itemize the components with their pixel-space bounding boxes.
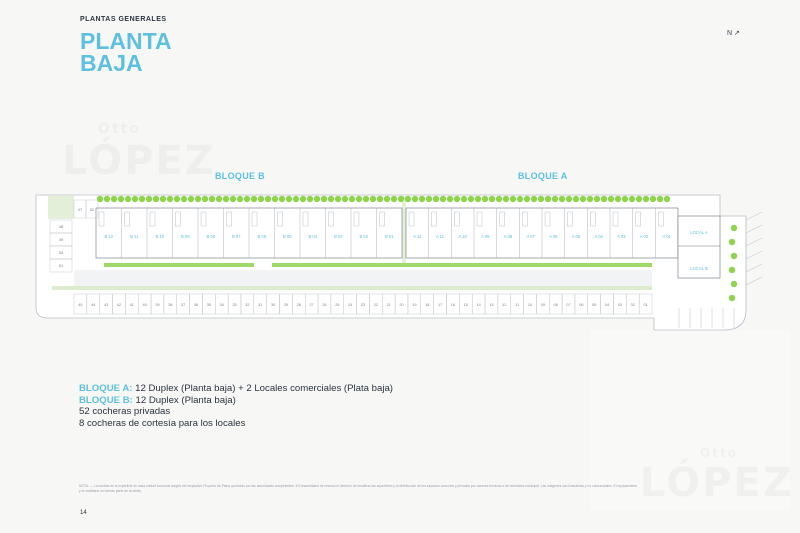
tree <box>153 196 159 202</box>
courtesy-space-line <box>746 264 762 272</box>
tree <box>342 196 348 202</box>
tree <box>468 196 474 202</box>
tree <box>118 196 124 202</box>
tree <box>552 196 558 202</box>
watermark-small <box>98 121 141 137</box>
block-a-label: BLOQUE A <box>518 171 568 181</box>
tree-side <box>729 239 735 245</box>
tree <box>258 196 264 202</box>
tree <box>111 196 117 202</box>
courtesy-space-line <box>746 251 762 259</box>
watermark-large <box>62 138 216 184</box>
parking-label-52: 52 <box>89 207 95 212</box>
tree <box>650 196 656 202</box>
parking-label-25: 25 <box>335 303 340 307</box>
tree <box>384 196 390 202</box>
legend-block-b-label: BLOQUE B: <box>79 394 133 406</box>
parking-label-09: 09 <box>540 303 545 307</box>
tree <box>125 196 131 202</box>
unit-label-b12: B 12 <box>104 234 114 239</box>
tree <box>580 196 586 202</box>
parking-label-18: 18 <box>425 303 430 307</box>
unit-label-a04: A 04 <box>594 234 603 239</box>
tree <box>545 196 551 202</box>
tree <box>223 196 229 202</box>
tree <box>664 196 670 202</box>
courtesy-space-line <box>746 225 762 233</box>
parking-label-10: 10 <box>527 303 533 307</box>
tree <box>265 196 271 202</box>
tree <box>307 196 313 202</box>
tree <box>97 196 103 202</box>
courtesy-space-line <box>746 212 762 220</box>
tree <box>629 196 635 202</box>
parking-label-42: 42 <box>116 303 122 307</box>
parking-label-04: 04 <box>604 303 610 307</box>
tree <box>538 196 544 202</box>
parking-label-14: 14 <box>476 303 481 307</box>
tree <box>643 196 649 202</box>
title-line-1: PLANTA <box>80 28 172 54</box>
unit-label-b02: B 02 <box>359 234 369 239</box>
tree-side <box>729 267 735 273</box>
tree <box>209 196 215 202</box>
parking-label-31: 31 <box>258 303 263 307</box>
tree <box>300 196 306 202</box>
parking-label-30: 30 <box>270 303 276 307</box>
unit-label-b08: B 08 <box>206 234 216 239</box>
legend-line-1 <box>79 383 393 395</box>
tree <box>202 196 208 202</box>
parking-label-45: 45 <box>78 303 83 307</box>
floor-plan <box>34 190 772 340</box>
tree <box>104 196 110 202</box>
parking-label-36: 36 <box>193 303 199 307</box>
tree <box>440 196 446 202</box>
unit-label-b10: B 10 <box>155 234 165 239</box>
unit-label-a11: A 11 <box>435 234 445 239</box>
unit-label-a05: A 05 <box>571 234 581 239</box>
tree <box>188 196 194 202</box>
tree <box>433 196 439 202</box>
parking-label-44: 44 <box>91 303 96 307</box>
unit-label-a03: A 03 <box>617 234 626 239</box>
unit-label-a08: A 08 <box>503 234 513 239</box>
tree <box>601 196 607 202</box>
tree <box>503 196 509 202</box>
tree <box>174 196 180 202</box>
tree <box>447 196 453 202</box>
parking-label-28: 28 <box>296 303 301 307</box>
tree-side <box>729 295 735 301</box>
parking-label-34: 34 <box>219 303 224 307</box>
tree <box>622 196 628 202</box>
parking-label-27: 27 <box>309 303 314 307</box>
parking-label-15: 15 <box>463 303 468 307</box>
tree <box>517 196 523 202</box>
unit-label-b05: B 05 <box>282 234 292 239</box>
parking-label-23: 23 <box>360 303 366 307</box>
parking-label-37: 37 <box>181 303 186 307</box>
tree <box>195 196 201 202</box>
block-b-label: BLOQUE B <box>215 171 265 181</box>
legend <box>79 383 393 429</box>
tree <box>566 196 572 202</box>
parking-label-13: 13 <box>489 303 494 307</box>
legend-line-3: 52 cocheras privadas <box>79 406 171 418</box>
parking-label-43: 43 <box>103 303 109 307</box>
parking-label-02: 02 <box>630 303 635 307</box>
tree <box>496 196 502 202</box>
legend-line-2 <box>79 395 393 407</box>
tree <box>146 196 152 202</box>
tree <box>293 196 299 202</box>
legend-block-b-text: 12 Duplex (Planta baja) <box>132 394 236 406</box>
page-title <box>80 30 172 74</box>
unit-label-a01: A 01 <box>662 234 671 239</box>
unit-label-a09: A 09 <box>481 234 490 239</box>
north-indicator: N ↗ <box>727 30 740 37</box>
parking-label-51: 51 <box>58 263 64 268</box>
tree <box>594 196 600 202</box>
courtesy-space-line <box>746 238 762 246</box>
hedge-b <box>104 263 254 267</box>
parking-label-39: 39 <box>155 303 160 307</box>
tree <box>335 196 341 202</box>
local-a-label: LOCAL A <box>690 230 708 235</box>
disclaimer-note: NOTA: — La medida de la superficie de cada unidad funcional surgirá del respectivo Proyecto de Plano aprobado por las autoridades competentes. El Desarrollador se reserva el derecho de modificar las superficies y la distribución de los espacios comunes y privados por razones técnicas o de normativa municipal. Las imágenes son ilustrativas y no contractuales. El equipamiento y el mobiliario no forman parte de la oferta. <box>79 484 638 493</box>
tree <box>244 196 250 202</box>
tree <box>531 196 537 202</box>
tree <box>370 196 376 202</box>
tree <box>237 196 243 202</box>
unit-label-b07: B 07 <box>231 234 241 239</box>
tree <box>426 196 432 202</box>
section-kicker: PLANTAS GENERALES <box>80 16 167 23</box>
unit-label-b03: B 03 <box>333 234 343 239</box>
tree <box>349 196 355 202</box>
unit-label-a07: A 07 <box>526 234 535 239</box>
tree <box>412 196 418 202</box>
parking-label-26: 26 <box>322 303 327 307</box>
parking-label-33: 33 <box>232 303 237 307</box>
parking-label-16: 16 <box>450 303 456 307</box>
tree <box>321 196 327 202</box>
parking-label-50: 50 <box>58 250 64 255</box>
unit-label-b01: B 01 <box>384 234 394 239</box>
parking-label-17: 17 <box>437 303 443 307</box>
unit-label-b04: B 04 <box>308 234 318 239</box>
parking-label-20: 20 <box>399 303 404 307</box>
unit-label-b06: B 06 <box>257 234 267 239</box>
unit-label-a10: A 10 <box>458 234 467 239</box>
parking-label-49: 49 <box>58 237 64 242</box>
unit-label-b09: B 09 <box>180 234 190 239</box>
tree <box>363 196 369 202</box>
parking-aisle <box>74 270 652 286</box>
legend-block-a-label: BLOQUE A: <box>79 383 133 394</box>
parking-label-24: 24 <box>348 303 353 307</box>
page-number: 14 <box>80 510 87 516</box>
parking-label-03: 03 <box>617 303 623 307</box>
tree <box>636 196 642 202</box>
tree <box>230 196 236 202</box>
tree <box>181 196 187 202</box>
tree <box>510 196 516 202</box>
tree <box>286 196 292 202</box>
parking-label-40: 40 <box>142 303 147 307</box>
parking-label-19: 19 <box>412 303 417 307</box>
unit-label-a02: A 02 <box>639 234 649 239</box>
tree <box>573 196 579 202</box>
parking-label-12: 12 <box>502 303 507 307</box>
tree <box>461 196 467 202</box>
garden-divider <box>402 195 406 265</box>
tree <box>475 196 481 202</box>
tree <box>216 196 222 202</box>
tree <box>377 196 383 202</box>
parking-label-21: 21 <box>386 303 391 307</box>
tree <box>314 196 320 202</box>
parking-label-11: 11 <box>515 303 520 307</box>
tree <box>167 196 173 202</box>
tree <box>489 196 495 202</box>
tree <box>139 196 145 202</box>
tree <box>328 196 334 202</box>
tree <box>160 196 166 202</box>
tree <box>405 196 411 202</box>
garden-corner <box>48 196 74 219</box>
parking-label-29: 29 <box>283 303 289 307</box>
tree <box>559 196 565 202</box>
parking-label-48: 48 <box>58 224 64 229</box>
tree <box>279 196 285 202</box>
tree <box>482 196 488 202</box>
parking-label-32: 32 <box>245 303 250 307</box>
unit-label-a12: A 12 <box>413 234 422 239</box>
garden-bottom-strip <box>52 286 652 290</box>
parking-label-08: 08 <box>553 303 558 307</box>
floor-plan-drawing <box>34 190 772 340</box>
unit-label-a06: A 06 <box>549 234 558 239</box>
hedge-a <box>272 263 652 267</box>
tree-side <box>731 225 737 231</box>
parking-label-01: 01 <box>643 303 648 307</box>
tree-side <box>731 281 737 287</box>
tree <box>132 196 138 202</box>
legend-block-a-text: 12 Duplex (Planta baja) + 2 Locales comerciales (Plata baja) <box>132 383 393 394</box>
tree <box>587 196 593 202</box>
tree <box>524 196 530 202</box>
unit-label-b11: B 11 <box>130 234 139 239</box>
tree <box>272 196 278 202</box>
tree <box>419 196 425 202</box>
tree <box>398 196 404 202</box>
legend-line-4: 8 cocheras de cortesía para los locales <box>79 417 246 429</box>
tree <box>356 196 362 202</box>
tree <box>615 196 621 202</box>
tree <box>657 196 663 202</box>
parking-label-47: 47 <box>77 207 83 212</box>
parking-label-41: 41 <box>129 303 134 307</box>
watermark-large-2 <box>640 460 794 506</box>
parking-label-22: 22 <box>373 303 378 307</box>
tree-side <box>731 253 737 259</box>
courtesy-space-line <box>746 277 762 285</box>
title-line-2: BAJA <box>80 50 143 76</box>
local-b-label: LOCAL B <box>690 266 708 271</box>
tree <box>454 196 460 202</box>
parking-label-05: 05 <box>592 303 597 307</box>
parking-label-38: 38 <box>168 303 173 307</box>
parking-label-35: 35 <box>206 303 211 307</box>
parking-label-06: 06 <box>579 303 584 307</box>
parking-label-07: 07 <box>566 303 571 307</box>
tree <box>608 196 614 202</box>
watermark-small-2 <box>700 446 738 460</box>
tree <box>391 196 397 202</box>
tree <box>251 196 257 202</box>
